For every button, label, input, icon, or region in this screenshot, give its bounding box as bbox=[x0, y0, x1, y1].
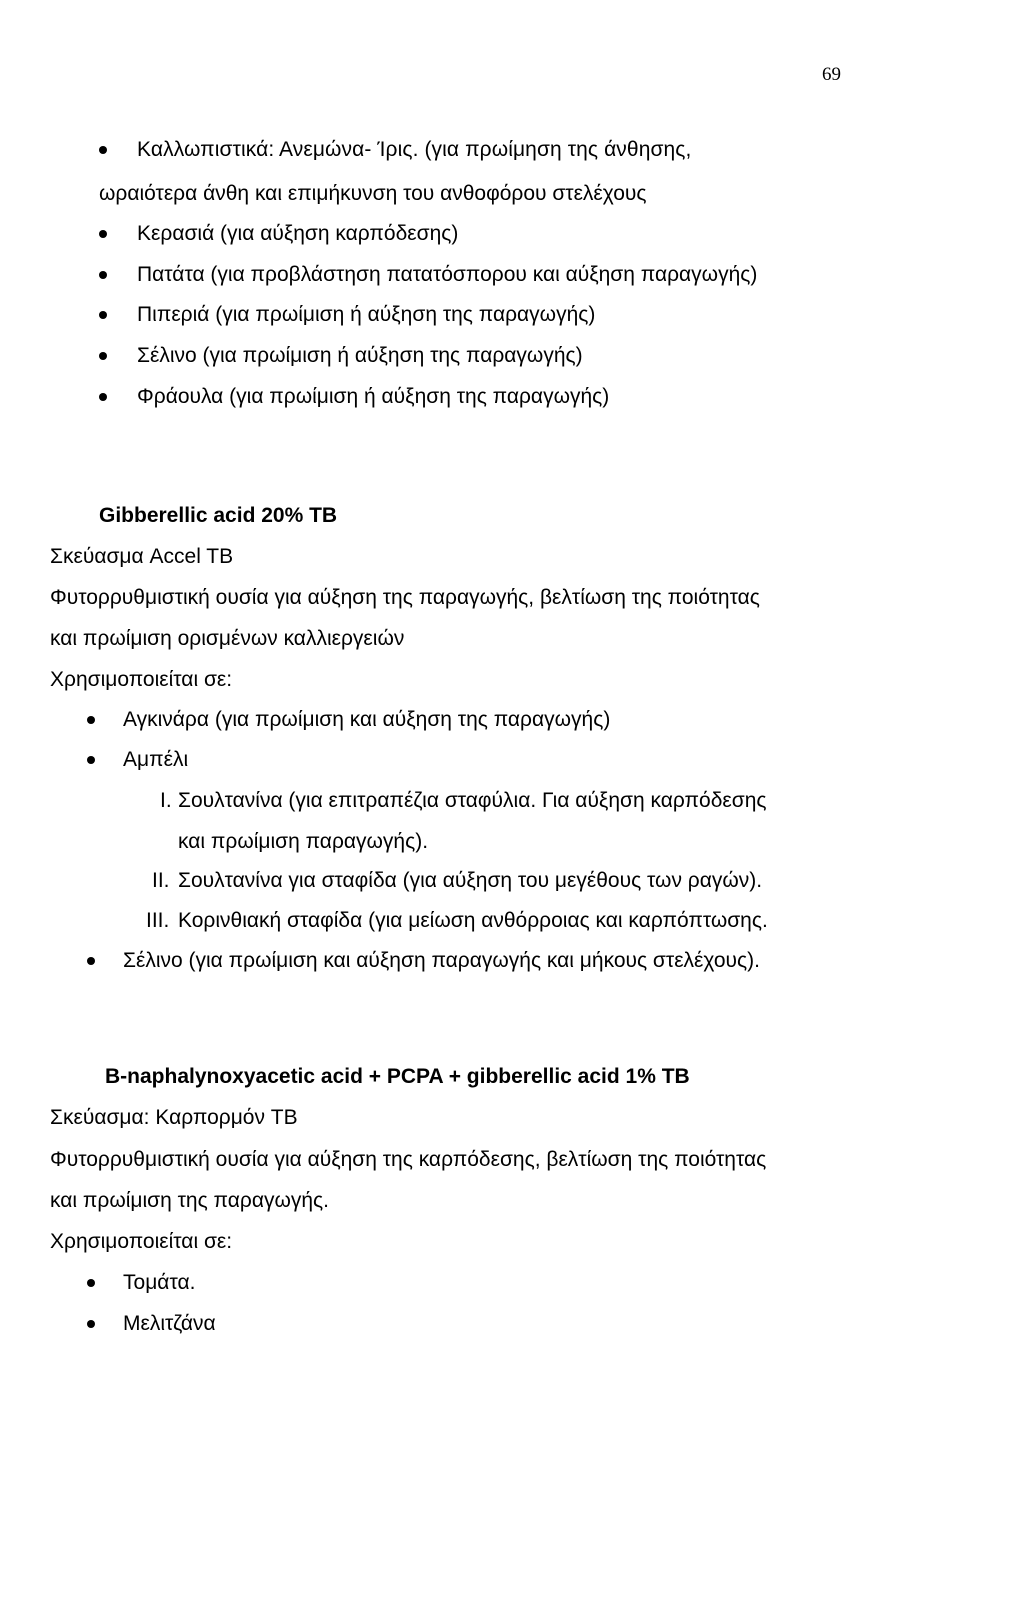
bullet-icon bbox=[99, 393, 107, 401]
sub-item: Κορινθιακή σταφίδα (για μείωση ανθόρροιας και καρπόπτωσης. bbox=[178, 909, 768, 932]
list-item-continuation: ωραιότερα άνθη και επιμήκυνση του ανθοφόρου στελέχους bbox=[99, 182, 647, 205]
bullet-icon bbox=[87, 957, 95, 965]
list-item: Μελιτζάνα bbox=[123, 1312, 216, 1335]
sub-item: Σουλτανίνα για σταφίδα (για αύξηση του μεγέθους των ραγών). bbox=[178, 869, 763, 892]
sub-item-continuation: και πρωίμιση παραγωγής). bbox=[178, 830, 429, 853]
bullet-icon bbox=[87, 1279, 95, 1287]
formulation: Σκεύασμα Accel TB bbox=[50, 545, 234, 568]
description: Φυτορρυθμιστική ουσία για αύξηση της παραγωγής, βελτίωση της ποιότητας bbox=[50, 586, 760, 609]
list-item: Καλλωπιστικά: Ανεμώνα- Ίρις. (για πρωίμηση της άνθησης, bbox=[137, 138, 692, 161]
sub-item: Σουλτανίνα (για επιτραπέζια σταφύλια. Για αύξηση καρπόδεσης bbox=[178, 789, 767, 812]
description: και πρωίμιση ορισμένων καλλιεργειών bbox=[50, 627, 405, 650]
section-title: B-naphalynoxyacetic acid + PCPA + gibberellic acid 1% TB bbox=[105, 1065, 690, 1088]
used-in-label: Χρησιμοποιείται σε: bbox=[50, 1230, 233, 1253]
bullet-icon bbox=[87, 756, 95, 764]
list-item: Σέλινο (για πρωίμιση και αύξηση παραγωγής και μήκους στελέχους). bbox=[123, 949, 760, 972]
list-item: Αμπέλι bbox=[123, 748, 189, 771]
bullet-icon bbox=[99, 352, 107, 360]
section-title: Gibberellic acid 20% TB bbox=[99, 504, 338, 527]
bullet-icon bbox=[99, 230, 107, 238]
list-item: Αγκινάρα (για πρωίμιση και αύξηση της παραγωγής) bbox=[123, 708, 611, 731]
bullet-icon bbox=[99, 146, 107, 154]
roman-numeral: I. bbox=[160, 789, 172, 812]
page-number: 69 bbox=[822, 64, 841, 85]
list-item: Πατάτα (για προβλάστηση πατατόσπορου και αύξηση παραγωγής) bbox=[137, 263, 758, 286]
bullet-icon bbox=[87, 716, 95, 724]
list-item: Σέλινο (για πρωίμιση ή αύξηση της παραγωγής) bbox=[137, 344, 583, 367]
list-item: Πιπεριά (για πρωίμιση ή αύξηση της παραγωγής) bbox=[137, 303, 596, 326]
roman-numeral: III. bbox=[146, 909, 170, 932]
list-item: Τομάτα. bbox=[123, 1271, 196, 1294]
bullet-icon bbox=[99, 271, 107, 279]
formulation: Σκεύασμα: Καρπορμόν TB bbox=[50, 1106, 298, 1129]
list-item: Φράουλα (για πρωίμιση ή αύξηση της παραγωγής) bbox=[137, 385, 610, 408]
bullet-icon bbox=[99, 311, 107, 319]
list-item: Κερασιά (για αύξηση καρπόδεσης) bbox=[137, 222, 459, 245]
description: και πρωίμιση της παραγωγής. bbox=[50, 1189, 329, 1212]
bullet-icon bbox=[87, 1320, 95, 1328]
used-in-label: Χρησιμοποιείται σε: bbox=[50, 668, 233, 691]
description: Φυτορρυθμιστική ουσία για αύξηση της καρπόδεσης, βελτίωση της ποιότητας bbox=[50, 1148, 767, 1171]
roman-numeral: II. bbox=[152, 869, 170, 892]
